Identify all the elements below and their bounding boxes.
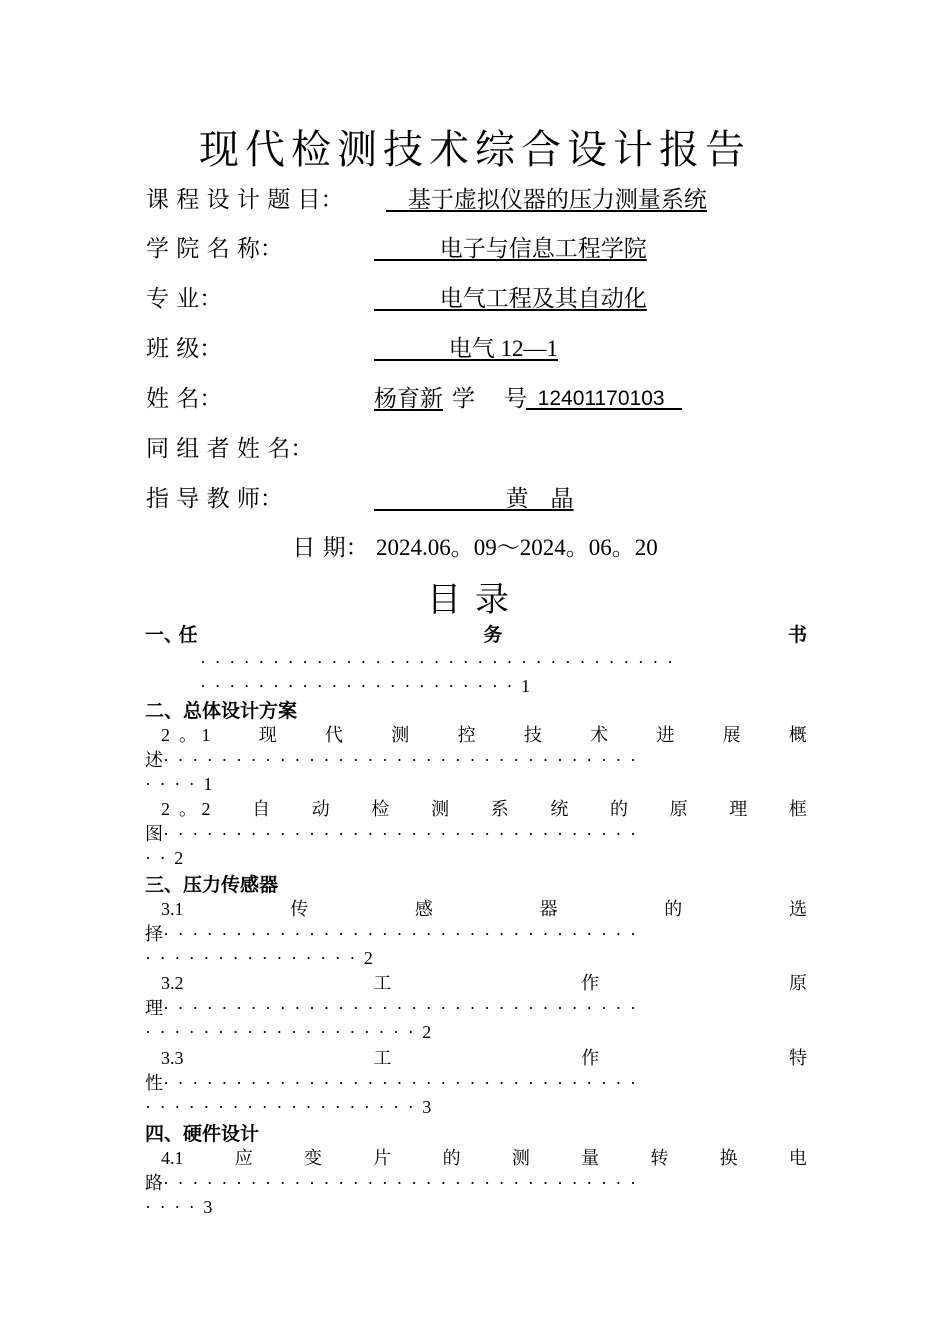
toc-section-1: [145, 622, 807, 648]
student-id-value: 12401170103: [526, 387, 683, 410]
field-label: 指 导 教 师：: [146, 486, 283, 512]
page-number: 2: [422, 1022, 432, 1042]
toc-word: 进: [656, 725, 675, 745]
toc-word: 特: [788, 1048, 807, 1068]
toc-item-2-1-cont: [145, 748, 807, 773]
leader-dots: ···············: [145, 948, 364, 968]
field-value: 电气 12—1: [374, 336, 558, 361]
item-number: 3.2: [161, 973, 184, 993]
toc-word: 的: [442, 1148, 461, 1168]
toc-word: 统: [550, 799, 569, 819]
report-title: 现代检测技术综合设计报告: [199, 127, 751, 173]
leader-dots: ·································: [163, 1073, 645, 1093]
toc-word: 原: [669, 799, 688, 819]
toc-title: 目录: [427, 580, 523, 620]
toc-word: 术: [590, 725, 609, 745]
field-value: 基于虚拟仪器的压力测量系统: [386, 187, 707, 213]
toc-word: 性: [145, 1073, 163, 1093]
toc-word: 的: [609, 799, 628, 819]
page-number: 1: [521, 676, 531, 696]
toc-section-2-heading: 二、总体设计方案: [145, 700, 298, 722]
toc-item-2-2-cont: [145, 822, 807, 847]
field-label: 班 级：: [146, 336, 223, 362]
toc-word: 选: [788, 899, 807, 919]
leader-dots: ·································: [163, 1173, 645, 1193]
toc-word: 测: [391, 725, 410, 745]
item-number: 3.3: [161, 1048, 184, 1068]
toc-word: 一、: [145, 624, 184, 646]
toc-word: 工: [373, 1048, 392, 1068]
toc-item-2-2: [145, 797, 807, 822]
toc-item-4-1-end: [145, 1195, 807, 1220]
date-value: 2024.06。09～2024。06。20: [375, 535, 658, 560]
field-label: 学 院 名 称：: [146, 236, 283, 262]
field-value: 黄 晶: [374, 486, 574, 512]
toc-word: 换: [719, 1148, 738, 1168]
leader-dots: ···················: [145, 1022, 423, 1042]
field-value: 杨育新: [374, 386, 443, 412]
toc-word: 测: [511, 1148, 530, 1168]
toc-word: 作: [581, 1048, 600, 1068]
field-value: 电气工程及其自动化: [374, 286, 647, 312]
toc-word: 系: [490, 799, 509, 819]
leader-dots: ····: [145, 774, 204, 794]
toc-word: 检: [371, 799, 390, 819]
toc-dots: [200, 650, 807, 675]
toc-word: 电: [788, 1148, 807, 1168]
item-number: 3.1: [161, 899, 184, 919]
toc-word: 框: [788, 799, 807, 819]
leader-dots: ·································: [163, 824, 645, 844]
toc-section-3-heading: 三、压力传感器: [145, 874, 279, 896]
toc-item-2-1: [145, 723, 807, 748]
leader-dots: ·································: [200, 652, 682, 672]
field-label: 课 程 设 计 题 目：: [146, 187, 344, 213]
leader-dots: ···················: [145, 1097, 423, 1117]
leader-dots: ·································: [163, 998, 645, 1018]
student-id-label: 学 号: [452, 386, 528, 412]
toc-word: 任: [178, 624, 198, 646]
toc-word: 理: [145, 998, 163, 1018]
toc-word: 择: [145, 924, 163, 944]
toc-word: 展: [722, 725, 741, 745]
page-number: 3: [203, 1197, 213, 1217]
page-number: 3: [422, 1097, 432, 1117]
toc-word: 原: [788, 973, 807, 993]
toc-word: 转: [650, 1148, 669, 1168]
date-label: 日 期：: [292, 535, 369, 561]
toc-word: 代: [325, 725, 344, 745]
item-number: 2 。 1: [161, 725, 211, 745]
leader-dots: ······················: [200, 676, 522, 696]
toc-item-3-2: [145, 971, 807, 996]
toc-word: 自: [252, 799, 271, 819]
toc-word: 概: [788, 725, 807, 745]
toc-word: 务: [483, 624, 503, 646]
toc-item-3-1-end: [145, 946, 807, 971]
item-number: 2 。 2: [161, 799, 211, 819]
toc-word: 技: [523, 725, 542, 745]
toc-item-2-1-end: [145, 772, 807, 797]
page-number: 1: [203, 774, 213, 794]
toc-item-2-2-end: [145, 846, 807, 871]
toc-item-3-1-cont: [145, 922, 807, 947]
toc-word: 书: [787, 624, 807, 646]
field-label: 专 业：: [146, 286, 223, 312]
toc-word: 应: [234, 1148, 253, 1168]
toc-word: 述: [145, 750, 163, 770]
item-number: 4.1: [161, 1148, 184, 1168]
field-label: 姓 名：: [146, 386, 223, 412]
toc-word: 动: [311, 799, 330, 819]
toc-word: 路: [145, 1173, 163, 1193]
toc-word: 传: [290, 899, 309, 919]
leader-dots: ·································: [163, 750, 645, 770]
toc-dots-end: [200, 674, 862, 699]
field-value: 电子与信息工程学院: [374, 236, 647, 262]
leader-dots: ····: [145, 1197, 204, 1217]
date-line: [0, 530, 950, 566]
toc-item-3-3-end: [145, 1095, 807, 1120]
leader-dots: ··: [145, 848, 175, 868]
toc-word: 变: [304, 1148, 323, 1168]
toc-item-3-1: [145, 897, 807, 922]
toc-item-4-1-cont: [145, 1171, 807, 1196]
toc-word: 工: [373, 973, 392, 993]
toc-item-3-3: [145, 1046, 807, 1071]
toc-word: 控: [457, 725, 476, 745]
toc-word: 感: [414, 899, 433, 919]
toc-item-4-1: [145, 1146, 807, 1171]
toc-word: 现: [258, 725, 277, 745]
leader-dots: ·································: [163, 924, 645, 944]
toc-word: 作: [581, 973, 600, 993]
toc-item-3-2-cont: [145, 996, 807, 1021]
page-number: 2: [174, 848, 184, 868]
toc-item-3-3-cont: [145, 1071, 807, 1096]
page-number: 2: [363, 948, 373, 968]
toc-section-4-heading: 四、硬件设计: [145, 1123, 260, 1145]
toc-word: 量: [581, 1148, 600, 1168]
toc-word: 片: [373, 1148, 392, 1168]
toc-word: 器: [539, 899, 558, 919]
field-label: 同 组 者 姓 名：: [146, 436, 314, 462]
toc-word: 理: [729, 799, 748, 819]
toc-word: 图: [145, 824, 163, 844]
toc-word: 的: [664, 899, 683, 919]
toc-item-3-2-end: [145, 1020, 807, 1045]
toc-word: 测: [431, 799, 450, 819]
